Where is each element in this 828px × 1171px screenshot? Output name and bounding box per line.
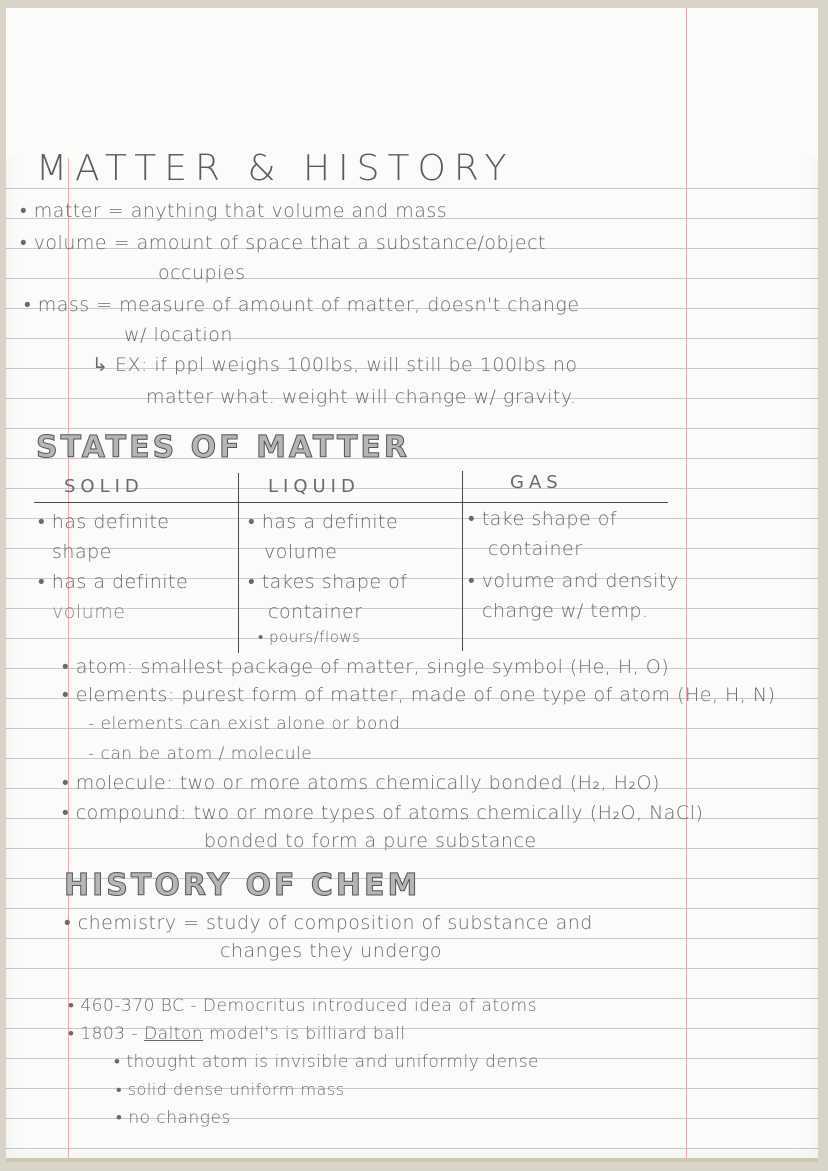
history-democritus: • 460-370 BC - Democritus introduced idea of atoms — [68, 996, 537, 1016]
dalton-point: • no changes — [116, 1108, 231, 1128]
definition-mass: • mass = measure of amount of matter, doesn't change — [24, 294, 580, 316]
solid-item: volume — [52, 601, 126, 623]
history-heading: HISTORY OF CHEM — [64, 868, 421, 903]
table-header-divider — [34, 502, 668, 503]
definition-matter: • matter = anything that volume and mass — [20, 200, 448, 222]
gas-item: change w/ temp. — [482, 600, 649, 622]
term-elements-sub: - elements can exist alone or bond — [88, 714, 401, 734]
mass-example-cont: matter what. weight will change w/ gravity. — [146, 386, 577, 408]
liquid-item: • has a definite — [248, 511, 399, 533]
term-compound: • compound: two or more types of atoms chemically (H₂O, NaCl) — [62, 802, 704, 824]
gas-item: container — [488, 538, 583, 560]
term-compound-cont: bonded to form a pure substance — [204, 830, 537, 852]
definition-volume-cont: occupies — [158, 262, 246, 284]
col-gas: GAS — [510, 472, 563, 493]
definition-volume: • volume = amount of space that a substance/object — [20, 232, 546, 254]
page-top-blank — [6, 8, 818, 158]
dalton-point: • thought atom is invisible and uniformly dense — [114, 1052, 540, 1072]
liquid-item: • pours/flows — [258, 628, 361, 646]
table-col-divider-2 — [462, 471, 463, 651]
dalton-name: Dalton — [144, 1024, 204, 1044]
solid-item: shape — [52, 541, 112, 563]
mass-example: ↳ EX: if ppl weighs 100lbs, will still be 100lbs no — [92, 354, 578, 376]
history-dalton — [68, 1024, 406, 1044]
term-elements: • elements: purest form of matter, made of one type of atom (He, H, N) — [62, 684, 776, 706]
liquid-item: volume — [264, 541, 338, 563]
col-solid: SOLID — [64, 476, 144, 497]
gas-item: • volume and density — [468, 570, 679, 592]
term-elements-sub: - can be atom / molecule — [88, 744, 313, 764]
dalton-point: • solid dense uniform mass — [116, 1080, 345, 1099]
term-molecule: • molecule: two or more atoms chemically bonded (H₂, H₂O) — [62, 772, 660, 794]
history-chemistry-cont: changes they undergo — [220, 940, 443, 962]
history-chemistry: • chemistry = study of composition of substance and — [64, 912, 593, 934]
liquid-item: • takes shape of — [248, 571, 408, 593]
solid-item: • has a definite — [38, 571, 189, 593]
states-heading: STATES OF MATTER — [36, 430, 411, 465]
dalton-suffix: model's is billiard ball — [203, 1024, 406, 1044]
notebook-page — [6, 8, 818, 1162]
dalton-prefix: • 1803 - — [68, 1024, 145, 1044]
liquid-item: container — [268, 601, 363, 623]
definition-mass-cont: w/ location — [124, 324, 233, 346]
solid-item: • has definite — [38, 511, 170, 533]
col-liquid: LIQUID — [268, 476, 360, 497]
table-col-divider-1 — [238, 473, 239, 653]
right-margin-line — [686, 8, 687, 1158]
page-title: MATTER & HISTORY — [36, 148, 515, 189]
term-atom: • atom: smallest package of matter, single symbol (He, H, O) — [62, 656, 670, 678]
gas-item: • take shape of — [468, 508, 618, 530]
